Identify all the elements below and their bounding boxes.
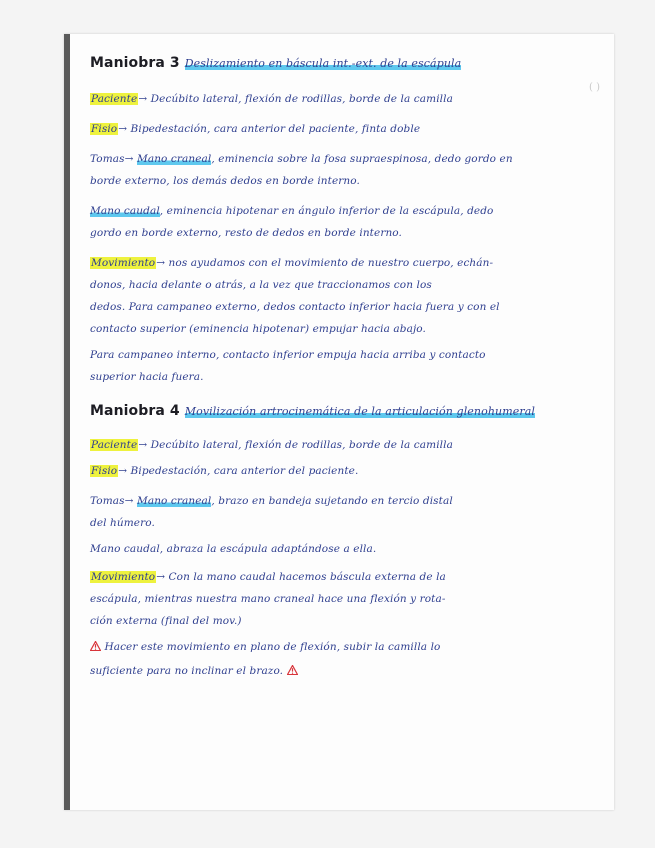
- m4-warning-line1: [90, 640, 606, 654]
- m4-tomas-label: Tomas: [90, 495, 125, 507]
- m3-paciente-label: Paciente: [91, 93, 138, 105]
- m4-tomas-line2: del húmero.: [90, 517, 155, 529]
- m4-tomas-arrow: →: [124, 495, 134, 507]
- m3-movimiento-line1: [90, 256, 606, 270]
- m4-warning-line2: [90, 664, 606, 678]
- maniobra-4-label: Maniobra 4: [90, 403, 180, 419]
- m3-movimiento-line3: dedos. Para campaneo externo, dedos contacto inferior hacia fuera y con el: [90, 301, 500, 313]
- margin-mark: ( ): [589, 82, 600, 93]
- maniobra-3-heading: [90, 56, 606, 71]
- m3-tomas-arrow: →: [124, 153, 134, 165]
- maniobra-4-title: Movilización artrocinemática de la articulación glenohumeral: [184, 405, 535, 418]
- m3-tomas-label: Tomas: [90, 153, 125, 165]
- m4-tomas-highlight: Mano craneal: [136, 495, 212, 507]
- m3-movimiento-label: Movimiento: [91, 257, 156, 269]
- maniobra-3-title: Deslizamiento en báscula int.-ext. de la escápula: [184, 57, 462, 70]
- m4-fisio-line: [90, 464, 606, 478]
- m4-fisio-text: → Bipedestación, cara anterior del paciente.: [118, 465, 359, 477]
- m3-fisio-line: [90, 122, 606, 136]
- m3-caudal-text1: , eminencia hipotenar en ángulo inferior de la escápula, dedo: [159, 205, 494, 217]
- m4-paciente-text: → Decúbito lateral, flexión de rodillas, borde de la camilla: [138, 439, 453, 451]
- m4-movimiento-line1: [90, 570, 606, 584]
- m3-tomas-line1: [90, 152, 606, 166]
- m4-caudal-line: Mano caudal, abraza la escápula adaptándose a ella.: [90, 543, 377, 555]
- m3-tomas-text1: , eminencia sobre la fosa supraespinosa, dedo gordo en: [211, 153, 513, 165]
- m3-fisio-text: → Bipedestación, cara anterior del paciente, finta doble: [118, 123, 421, 135]
- m3-tomas-highlight: Mano craneal: [136, 153, 212, 165]
- m3-mov-text1: → nos ayudamos con el movimiento de nuestro cuerpo, echán-: [156, 257, 494, 269]
- maniobra-3-label: Maniobra 3: [90, 55, 180, 71]
- warning-icon-end: [287, 665, 298, 675]
- notebook-page: [64, 34, 614, 810]
- m3-paciente-line: [90, 92, 606, 106]
- m4-tomas-line1: [90, 494, 606, 508]
- m3-fisio-label: Fisio: [91, 123, 118, 135]
- m4-mov-text1: → Con la mano caudal hacemos báscula externa de la: [156, 571, 446, 583]
- m3-caudal-line1: [90, 204, 606, 218]
- m4-movimiento-line2: escápula, mientras nuestra mano craneal hace una flexión y rota-: [90, 593, 446, 605]
- m3-movimiento-line4: contacto superior (eminencia hipotenar) empujar hacia abajo.: [90, 323, 426, 335]
- m4-warning-text1: Hacer este movimiento en plano de flexión, subir la camilla lo: [104, 641, 441, 653]
- m4-paciente-label: Paciente: [91, 439, 138, 451]
- m4-warning-text2: suficiente para no inclinar el brazo.: [90, 665, 284, 677]
- m4-movimiento-line3: ción externa (final del mov.): [90, 615, 242, 627]
- m3-movimiento-line5: Para campaneo interno, contacto inferior empuja hacia arriba y contacto: [90, 349, 486, 361]
- m3-tomas-line2: borde externo, los demás dedos en borde interno.: [90, 175, 360, 187]
- m4-fisio-label: Fisio: [91, 465, 118, 477]
- maniobra-4-heading: [90, 404, 606, 419]
- m3-caudal-line2: gordo en borde externo, resto de dedos en borde interno.: [90, 227, 402, 239]
- m3-movimiento-line2: donos, hacia delante o atrás, a la vez que traccionamos con los: [90, 279, 432, 291]
- m4-tomas-text1: , brazo en bandeja sujetando en tercio distal: [211, 495, 453, 507]
- m3-caudal-highlight: Mano caudal: [90, 205, 160, 217]
- m4-movimiento-label: Movimiento: [91, 571, 156, 583]
- m3-movimiento-line6: superior hacia fuera.: [90, 371, 204, 383]
- warning-icon: [90, 641, 101, 651]
- m3-paciente-text: → Decúbito lateral, flexión de rodillas, borde de la camilla: [138, 93, 453, 105]
- m4-paciente-line: [90, 438, 606, 452]
